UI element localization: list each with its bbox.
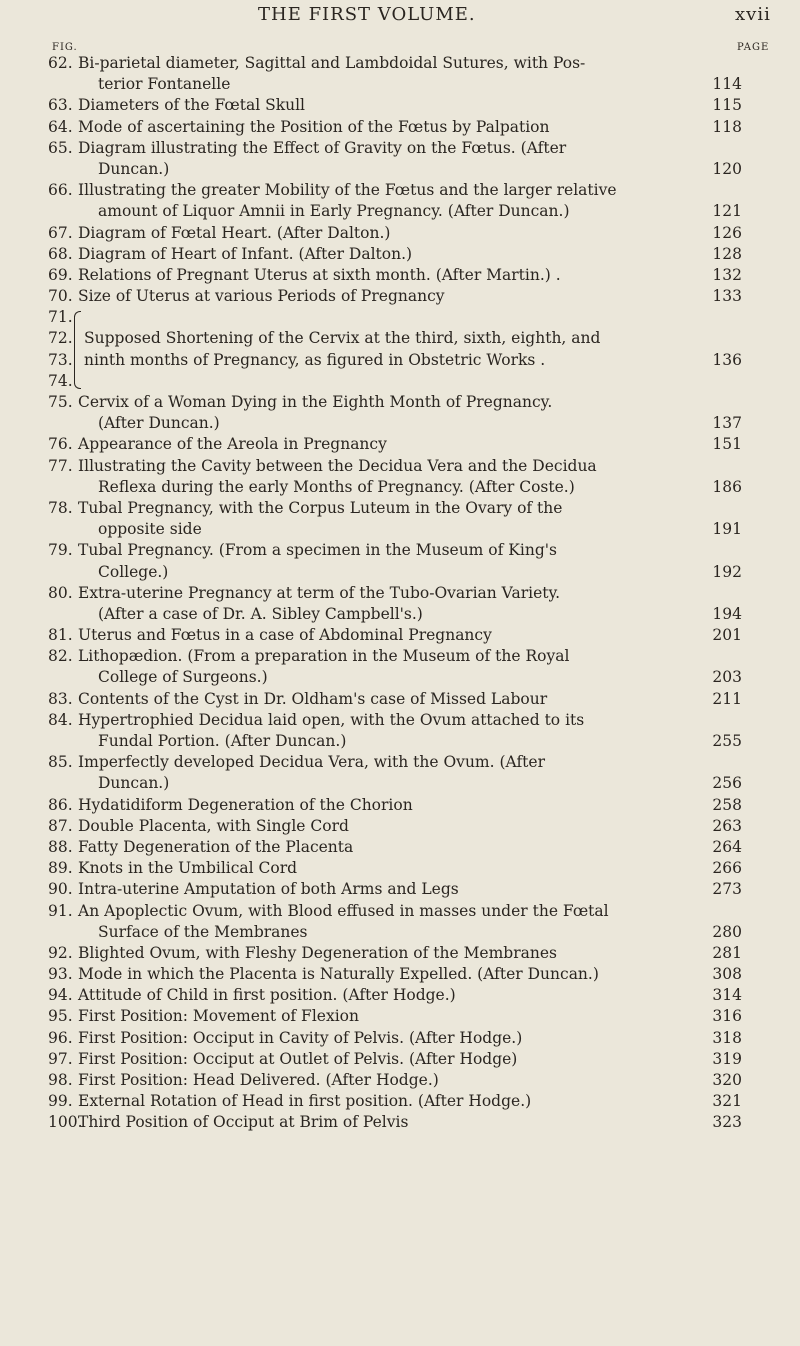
page-number: 137 xyxy=(712,414,742,433)
figure-caption: Uterus and Fœtus in a case of Abdominal Pregnancy xyxy=(78,626,492,645)
figure-caption: (After a case of Dr. A. Sibley Campbell's.) xyxy=(98,604,423,623)
figure-entry xyxy=(0,710,800,752)
entry-line xyxy=(0,1006,800,1027)
page-number: 266 xyxy=(712,859,742,878)
figure-number: 72. xyxy=(48,329,73,348)
page-number: 211 xyxy=(712,689,742,708)
entry-line xyxy=(0,180,800,201)
figure-caption: Diagram of Heart of Infant. (After Dalton.) xyxy=(78,244,413,263)
figure-entry xyxy=(0,1091,800,1112)
figure-entry xyxy=(0,498,800,540)
figure-number: 90. xyxy=(48,880,73,899)
figure-caption: Supposed Shortening of the Cervix at the third, sixth, eighth, and xyxy=(84,329,601,348)
figure-entry xyxy=(0,223,800,244)
page-number: 255 xyxy=(712,732,742,751)
figure-entry xyxy=(0,583,800,625)
figure-entry xyxy=(0,752,800,794)
figure-caption: An Apoplectic Ovum, with Blood effused in masses under the Fœtal xyxy=(78,901,609,920)
figure-caption: Reflexa during the early Months of Pregnancy. (After Coste.) xyxy=(98,477,575,496)
page-number: 318 xyxy=(712,1028,742,1047)
entry-line xyxy=(0,837,800,858)
entry-line xyxy=(0,117,800,138)
entry-line xyxy=(0,1049,800,1070)
figure-entry xyxy=(0,392,800,434)
figure-caption: terior Fontanelle xyxy=(98,75,231,94)
figure-number: 94. xyxy=(48,986,73,1005)
figure-entry xyxy=(0,1070,800,1091)
figure-caption: External Rotation of Head in first position. (After Hodge.) xyxy=(78,1092,532,1111)
entry-line xyxy=(0,667,800,688)
figure-caption: Mode of ascertaining the Position of the Fœtus by Palpation xyxy=(78,117,550,136)
figure-number: 62. xyxy=(48,54,73,72)
page-number: 115 xyxy=(712,96,742,115)
entry-line xyxy=(0,922,800,943)
figure-entry xyxy=(0,180,800,222)
figure-caption: Third Position of Occiput at Brim of Pelvis xyxy=(78,1113,409,1132)
figure-number: 73. xyxy=(48,350,73,369)
figure-number: 69. xyxy=(48,265,73,284)
figure-caption: Knots in the Umbilical Cord xyxy=(78,859,298,878)
page-number: 281 xyxy=(712,943,742,962)
figure-number: 87. xyxy=(48,816,73,835)
page-number: 133 xyxy=(712,287,742,306)
entry-line xyxy=(0,604,800,625)
entry-line xyxy=(0,1070,800,1091)
figure-entry xyxy=(0,286,800,307)
figure-caption: amount of Liquor Amnii in Early Pregnancy. (After Duncan.) xyxy=(98,202,570,221)
figure-caption: Tubal Pregnancy, with the Corpus Luteum in the Ovary of the xyxy=(78,498,563,517)
entry-line xyxy=(0,95,800,116)
figure-entry xyxy=(0,53,800,95)
figure-caption: First Position: Head Delivered. (After Hodge.) xyxy=(78,1071,439,1090)
entry-line xyxy=(0,456,800,477)
figure-caption: Size of Uterus at various Periods of Pregnancy xyxy=(78,287,445,306)
entry-line xyxy=(0,392,800,413)
figure-number: 76. xyxy=(48,435,73,454)
entry-line xyxy=(0,477,800,498)
figure-entry xyxy=(0,985,800,1006)
figure-caption: Cervix of a Woman Dying in the Eighth Month of Pregnancy. xyxy=(78,393,553,412)
figure-caption: Fatty Degeneration of the Placenta xyxy=(78,837,354,856)
page-number: 308 xyxy=(712,965,742,984)
figure-caption: Double Placenta, with Single Cord xyxy=(78,816,349,835)
entry-line xyxy=(0,540,800,561)
entry-line xyxy=(0,985,800,1006)
figure-caption: Attitude of Child in first position. (After Hodge.) xyxy=(78,986,456,1005)
figure-number: 71. xyxy=(48,308,73,327)
list-of-figures xyxy=(0,53,800,1134)
figure-caption: Imperfectly developed Decidua Vera, with the Ovum. (After xyxy=(78,753,545,772)
figure-entry xyxy=(0,837,800,858)
figure-number: 70. xyxy=(48,287,73,306)
figure-caption: Appearance of the Areola in Pregnancy xyxy=(78,435,387,454)
figure-number: 83. xyxy=(48,689,73,708)
entry-line xyxy=(0,646,800,667)
entry-line xyxy=(0,74,800,95)
figure-entry xyxy=(0,95,800,116)
figure-caption: Diameters of the Fœtal Skull xyxy=(78,96,305,115)
running-title: THE FIRST VOLUME. xyxy=(258,4,476,25)
page-number: 194 xyxy=(712,604,742,623)
entry-line xyxy=(0,795,800,816)
figure-number: 67. xyxy=(48,223,73,242)
entry-line xyxy=(0,773,800,794)
entry-line xyxy=(0,731,800,752)
figure-number: 92. xyxy=(48,943,73,962)
figure-caption: Illustrating the greater Mobility of the Fœtus and the larger relative xyxy=(78,181,617,200)
figure-caption: ninth months of Pregnancy, as figured in Obstetric Works . xyxy=(84,350,546,369)
figure-number: 91. xyxy=(48,901,73,920)
figure-number: 93. xyxy=(48,965,73,984)
figure-entry xyxy=(0,879,800,900)
figure-caption: Surface of the Membranes xyxy=(98,922,308,941)
entry-line xyxy=(0,201,800,222)
entry-line xyxy=(0,159,800,180)
figure-caption: College of Surgeons.) xyxy=(98,668,268,687)
page-number: 128 xyxy=(712,244,742,263)
figure-number: 68. xyxy=(48,244,73,263)
figure-number: 80. xyxy=(48,583,73,602)
page-number: 132 xyxy=(712,265,742,284)
page-number: 316 xyxy=(712,1007,742,1026)
figure-entry xyxy=(0,795,800,816)
entry-line xyxy=(0,223,800,244)
entry-line xyxy=(0,1028,800,1049)
page-number: 258 xyxy=(712,795,742,814)
entry-line xyxy=(0,858,800,879)
entry-line xyxy=(0,710,800,731)
page-number: 273 xyxy=(712,880,742,899)
figure-caption: Fundal Portion. (After Duncan.) xyxy=(98,732,347,751)
page-number: 201 xyxy=(712,626,742,645)
entry-line xyxy=(0,434,800,455)
figure-caption: Diagram of Fœtal Heart. (After Dalton.) xyxy=(78,223,391,242)
entry-line xyxy=(0,943,800,964)
entry-line xyxy=(0,625,800,646)
entry-line xyxy=(0,498,800,519)
figure-entry xyxy=(0,434,800,455)
figure-number: 77. xyxy=(48,456,73,475)
figure-caption: Extra-uterine Pregnancy at term of the Tubo-Ovarian Variety. xyxy=(78,583,561,602)
figure-caption: Mode in which the Placenta is Naturally Expelled. (After Duncan.) xyxy=(78,965,599,984)
page-numeral: xvii xyxy=(735,4,771,25)
entry-line xyxy=(0,1112,800,1133)
figure-caption: Bi-parietal diameter, Sagittal and Lambdoidal Sutures, with Pos- xyxy=(78,54,586,72)
entry-line xyxy=(0,286,800,307)
figure-entry xyxy=(0,117,800,138)
page-number: 321 xyxy=(712,1092,742,1111)
page-number: 323 xyxy=(712,1113,742,1132)
figure-number: 74. xyxy=(48,371,73,390)
page-number: 120 xyxy=(712,159,742,178)
entry-line xyxy=(0,244,800,265)
figure-entry xyxy=(0,964,800,985)
entry-line xyxy=(0,1091,800,1112)
page-number: 151 xyxy=(712,435,742,454)
entry-line xyxy=(0,583,800,604)
figure-entry xyxy=(0,138,800,180)
figure-number: 95. xyxy=(48,1007,73,1026)
entry-line xyxy=(0,138,800,159)
figure-number: 85. xyxy=(48,753,73,772)
figure-caption: opposite side xyxy=(98,520,202,539)
figure-number: 78. xyxy=(48,498,73,517)
figure-caption: Tubal Pregnancy. (From a specimen in the Museum of King's xyxy=(78,541,557,560)
page-number: 191 xyxy=(712,520,742,539)
page-number: 136 xyxy=(712,350,742,369)
figure-caption: Intra-uterine Amputation of both Arms and Legs xyxy=(78,880,459,899)
figure-number: 75. xyxy=(48,393,73,412)
entry-line xyxy=(0,519,800,540)
running-head xyxy=(0,4,800,28)
figure-caption: Diagram illustrating the Effect of Gravity on the Fœtus. (After xyxy=(78,138,567,157)
figure-number: 63. xyxy=(48,96,73,115)
page-number: 263 xyxy=(712,816,742,835)
figure-caption: Hydatidiform Degeneration of the Chorion xyxy=(78,795,413,814)
figure-caption: (After Duncan.) xyxy=(98,414,220,433)
figure-caption: Hypertrophied Decidua laid open, with the Ovum attached to its xyxy=(78,710,585,729)
page-number: 121 xyxy=(712,202,742,221)
figure-caption: First Position: Occiput at Outlet of Pelvis. (After Hodge) xyxy=(78,1049,518,1068)
figure-caption: First Position: Occiput in Cavity of Pelvis. (After Hodge.) xyxy=(78,1028,523,1047)
page-number: 314 xyxy=(712,986,742,1005)
entry-line xyxy=(0,964,800,985)
figure-entry xyxy=(0,816,800,837)
figure-entry xyxy=(0,943,800,964)
page-number: 186 xyxy=(712,477,742,496)
figure-caption: First Position: Movement of Flexion xyxy=(78,1007,359,1026)
page-number: 256 xyxy=(712,774,742,793)
figure-caption: College.) xyxy=(98,562,169,581)
figure-caption: Blighted Ovum, with Fleshy Degeneration of the Membranes xyxy=(78,943,557,962)
page-number: 264 xyxy=(712,837,742,856)
figure-entry xyxy=(0,244,800,265)
figure-entry xyxy=(0,1112,800,1133)
figure-entry xyxy=(0,1049,800,1070)
figure-number: 65. xyxy=(48,138,73,157)
figure-number: 96. xyxy=(48,1028,73,1047)
figure-caption: Duncan.) xyxy=(98,774,170,793)
entry-line xyxy=(0,816,800,837)
figure-number: 97. xyxy=(48,1049,73,1068)
figure-number: 81. xyxy=(48,626,73,645)
figure-number: 79. xyxy=(48,541,73,560)
entry-line xyxy=(0,562,800,583)
figure-caption: Contents of the Cyst in Dr. Oldham's case of Missed Labour xyxy=(78,689,548,708)
figure-caption: Relations of Pregnant Uterus at sixth month. (After Martin.) . xyxy=(78,265,561,284)
figure-number: 99. xyxy=(48,1092,73,1111)
figure-number: 98. xyxy=(48,1071,73,1090)
figure-number: 66. xyxy=(48,181,73,200)
figure-caption: Illustrating the Cavity between the Decidua Vera and the Decidua xyxy=(78,456,597,475)
page-number: 114 xyxy=(712,75,742,94)
figure-entry xyxy=(0,689,800,710)
figure-number: 82. xyxy=(48,647,73,666)
page-column-heading: PAGE xyxy=(737,42,770,53)
figure-entry xyxy=(0,456,800,498)
entry-line xyxy=(0,53,800,74)
figure-entry xyxy=(0,625,800,646)
entry-line xyxy=(0,901,800,922)
fig-column-heading: FIG. xyxy=(52,42,78,53)
figure-entry xyxy=(0,540,800,582)
page-number: 192 xyxy=(712,562,742,581)
page-number: 320 xyxy=(712,1071,742,1090)
figure-entry xyxy=(0,858,800,879)
page-number: 280 xyxy=(712,922,742,941)
page-number: 203 xyxy=(712,668,742,687)
figure-entry xyxy=(0,1028,800,1049)
figure-entry xyxy=(0,265,800,286)
brace xyxy=(74,311,81,389)
entry-line xyxy=(0,752,800,773)
figure-entry xyxy=(0,1006,800,1027)
page-number: 118 xyxy=(712,117,742,136)
figure-group-71-74 xyxy=(0,307,800,392)
entry-line xyxy=(0,879,800,900)
figure-number: 89. xyxy=(48,859,73,878)
page-number: 319 xyxy=(712,1049,742,1068)
figure-number: 86. xyxy=(48,795,73,814)
figure-number: 88. xyxy=(48,837,73,856)
figure-entry xyxy=(0,901,800,943)
figure-number: 84. xyxy=(48,710,73,729)
figure-number: 100. xyxy=(48,1113,83,1132)
entry-line xyxy=(0,689,800,710)
figure-caption: Lithopædion. (From a preparation in the Museum of the Royal xyxy=(78,647,570,666)
figure-entry xyxy=(0,646,800,688)
page-number: 126 xyxy=(712,223,742,242)
entry-line xyxy=(0,413,800,434)
figure-caption: Duncan.) xyxy=(98,159,170,178)
figure-number: 64. xyxy=(48,117,73,136)
entry-line xyxy=(0,265,800,286)
